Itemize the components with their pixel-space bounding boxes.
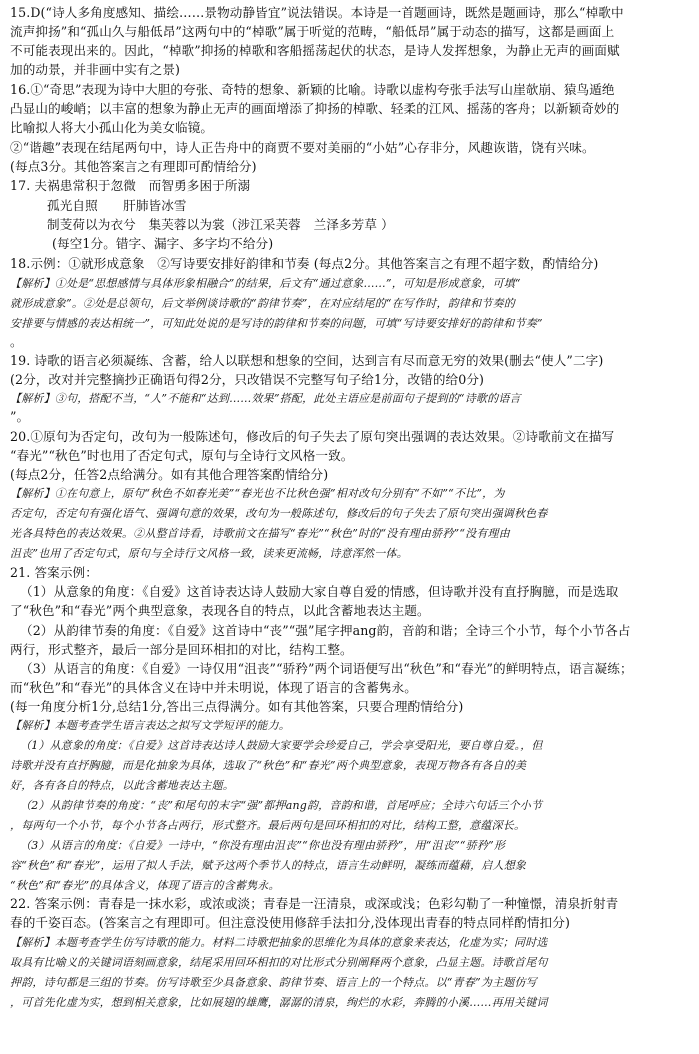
text-line: 比喻拟人将大小孤山化为美女临镜。 xyxy=(10,120,214,135)
text-line: 了“秋色”和“春光”两个典型意象，表现各自的特点，以此含蓄地表达主题。 xyxy=(10,603,430,618)
text-line: 流声抑扬”和“孤山久与船低昂”这两句中的“棹歌”属于听觉的范畴，“船低昂”属于动态的描写，这都是画面上 xyxy=(10,24,615,39)
text-line: 容“秋色”和“春光”，运用了拟人手法，赋予这两个季节人的特点，语言生动鲜明，凝练而蕴藉，启人想象 xyxy=(10,859,527,872)
text-line: （1）从意象的角度：《自爱》这首诗表达诗人鼓励大家自尊自爱的情感，但诗歌并没有直抒胸臆，而是选取 xyxy=(20,584,619,599)
text-line: ②“谐趣”表现在结尾两句中，诗人正告舟中的商贾不要对美丽的“小姑”心存非分，风趣诙谐，饶有兴味。 xyxy=(10,140,595,155)
text-line: （3）从语言的角度：《自爱》一诗中，“你没有理由沮丧”“你也没有理由骄矜”，用“沮丧”“骄矜”形 xyxy=(20,839,506,852)
text-line: （1）从意象的角度：《自爱》这首诗表达诗人鼓励大家要学会珍爱自己，学会享受阳光，要自尊自爱。，但 xyxy=(20,739,543,752)
text-line: 【解析】本题考查学生仿写诗歌的能力。材料二诗歌把抽象的思维化为具体的意象来表达，化虚为实；同时选 xyxy=(10,936,548,949)
text-line: 【解析】①在句意上，原句“秋色不如春光美”“春光也不比秋色强”相对改句分别有“不如”“不比”，为 xyxy=(10,487,505,500)
text-line: 17. 夫祸患常积于忽微 而智勇多困于所溺 xyxy=(10,178,251,193)
text-line: （3）从语言的角度：《自爱》一诗仅用“沮丧”“骄矜”两个词语便写出“秋色”和“春光”的鲜明特点，语言凝练； xyxy=(20,661,633,676)
text-line: 【解析】①处是“思想感情与具体形象相融合”的结果，后文有“通过意象……”，可知是形成意象，可填“ xyxy=(10,277,521,290)
text-line: 押韵，诗句都是三组的节奏。仿写诗歌至少具备意象、韵律节奏、语言上的一个特点。以“青春”为主题仿写 xyxy=(10,976,537,989)
text-line: (每点3分。其他答案言之有理即可酌情给分) xyxy=(10,159,257,174)
text-line: 而“秋色”和“春光”的具体含义在诗中并未明说，体现了语言的含蓄隽永。 xyxy=(10,680,417,695)
text-line: 两行，形式整齐，最后一部分是回环相扣的对比，结构工整。 xyxy=(10,642,353,657)
text-line: (每点2分，任答2点给满分。如有其他合理答案酌情给分) xyxy=(10,467,329,482)
text-line: (2分，改对并完整摘抄正确语句得2分，只改错误不完整写句子给1分，改错的给0分) xyxy=(10,372,485,387)
text-line: 15.D(“诗人多角度感知、描绘……景物动静皆宜”说法错误。本诗是一首题画诗，既然是题画诗，那么“棹歌中 xyxy=(10,5,624,20)
text-line: (每一角度分析1分,总结1分,答出三点得满分。如有其他答案，只要合理酌情给分) xyxy=(10,699,464,714)
text-line: 春的千姿百态。(答案言之有理即可。但注意没使用修辞手法扣分,没体现出青春的特点同样酌情扣分) xyxy=(10,915,570,930)
text-line: 诗歌并没有直抒胸臆，而是化抽象为具体，选取了“秋色”和“春光”两个典型意象，表现万物各有各自的美 xyxy=(10,759,527,772)
text-line: 加的动景，并非画中实有之景) xyxy=(10,62,181,77)
text-line: ”。 xyxy=(10,409,30,424)
text-line: 20.①原句为否定句，改句为一般陈述句，修改后的句子失去了原句突出强调的表达效果。②诗歌前文在描写 xyxy=(10,429,615,444)
text-line: 凸显山的峻峭；以丰富的想象为静止无声的画面增添了抑扬的棹歌、轻柔的江风、摇荡的客舟；以新颖奇妙的 xyxy=(10,101,620,116)
text-line: 孤光自照 肝肺皆冰雪 xyxy=(47,198,187,213)
text-line: (每空1分。错字、漏字、多字均不给分) xyxy=(52,236,274,251)
text-line: 好，各有各自的特点，以此含蓄地表达主题。 xyxy=(10,779,234,792)
text-line: 不可能表现出来的。因此，“棹歌”抑扬的棹歌和客船摇荡起伏的状态，是诗人发挥想象，为静止无声的画面赋 xyxy=(10,43,620,58)
text-line: 制芰荷以为衣兮 集芙蓉以为裳（涉江采芙蓉 兰泽多芳草 ） xyxy=(47,217,394,232)
text-line: ，可首先化虚为实，想到相关意象，比如展翅的雄鹰，潺潺的清泉，绚烂的水彩，奔腾的小溪……再用关键词 xyxy=(10,996,548,1009)
text-line: 16.①“奇思”表现为诗中大胆的夸张、奇特的想象、新颖的比喻。诗歌以虚构夸张手法写山崖欹崩、猿鸟遁绝 xyxy=(10,82,615,97)
text-line: “春光”“秋色”时也用了否定句式，原句与全诗行文风格一致。 xyxy=(10,448,354,463)
text-line: 21. 答案示例： xyxy=(10,565,98,580)
text-line: 否定句，否定句有强化语气、强调句意的效果，改句为一般陈述句，修改后的句子失去了原句突出强调秋色春 xyxy=(10,507,548,520)
text-line: 22. 答案示例：青春是一抹水彩，或浓或淡；青春是一汪清泉，或深或浅；色彩勾勒了一种憧憬，清泉折射青 xyxy=(10,896,619,911)
text-line: 就形成意象”。②处是总领句，后文举例谈诗歌的“韵律节奏”，在对应结尾的“在写作时，韵律和节奏的 xyxy=(10,297,515,310)
text-line: （2）从韵律节奏的角度：《自爱》这首诗中“丧”“强”尾字押ang韵，音韵和谐；全诗三个小节，每个小节各占 xyxy=(20,623,631,638)
text-line: 光各具特色的表达效果。②从整首诗看，诗歌前文在描写“春光”“秋色”时的“没有理由骄矜”“没有理由 xyxy=(10,527,510,540)
text-line: 沮丧”也用了否定句式，原句与全诗行文风格一致，读来更流畅，诗意浑然一体。 xyxy=(10,547,408,560)
text-line: 安排要与情感的表达相统一”，可知此处说的是写诗的韵律和节奏的问题，可填“写诗要安排好的韵律和节奏” xyxy=(10,317,543,330)
text-line: 。 xyxy=(10,334,23,349)
text-line: 取具有比喻义的关键词语刻画意象，结尾采用回环相扣的对比形式分别阐释两个意象，凸显主题。诗歌首尾句 xyxy=(10,956,548,969)
text-line: 【解析】③句，搭配不当，“人”不能和“达到……效果”搭配，此处主语应是前面句子提到的“诗歌的语言 xyxy=(10,392,521,405)
text-line: ，每两句一个小节，每个小节各占两行，形式整齐。最后两句是回环相扣的对比，结构工整，意蕴深长。 xyxy=(10,819,526,832)
text-line: 【解析】本题考查学生语言表达之拟写文学短评的能力。 xyxy=(10,719,290,732)
text-line: 19. 诗歌的语言必须凝练、含蓄，给人以联想和想象的空间，达到言有尽而意无穷的效果(删去“使人”二字) xyxy=(10,353,604,368)
text-line: 18.示例：①就形成意象 ②写诗要安排好韵律和节奏 (每点2分。其他答案言之有理不超字数，酌情给分) xyxy=(10,256,599,271)
text-line: “秋色”和“春光”的具体含义，体现了语言的含蓄隽永。 xyxy=(10,879,280,892)
text-line: （2）从韵律节奏的角度：“丧”和尾句的末字“强”都押ang韵，音韵和谐，首尾呼应；全诗六句话三个小节 xyxy=(20,799,543,812)
